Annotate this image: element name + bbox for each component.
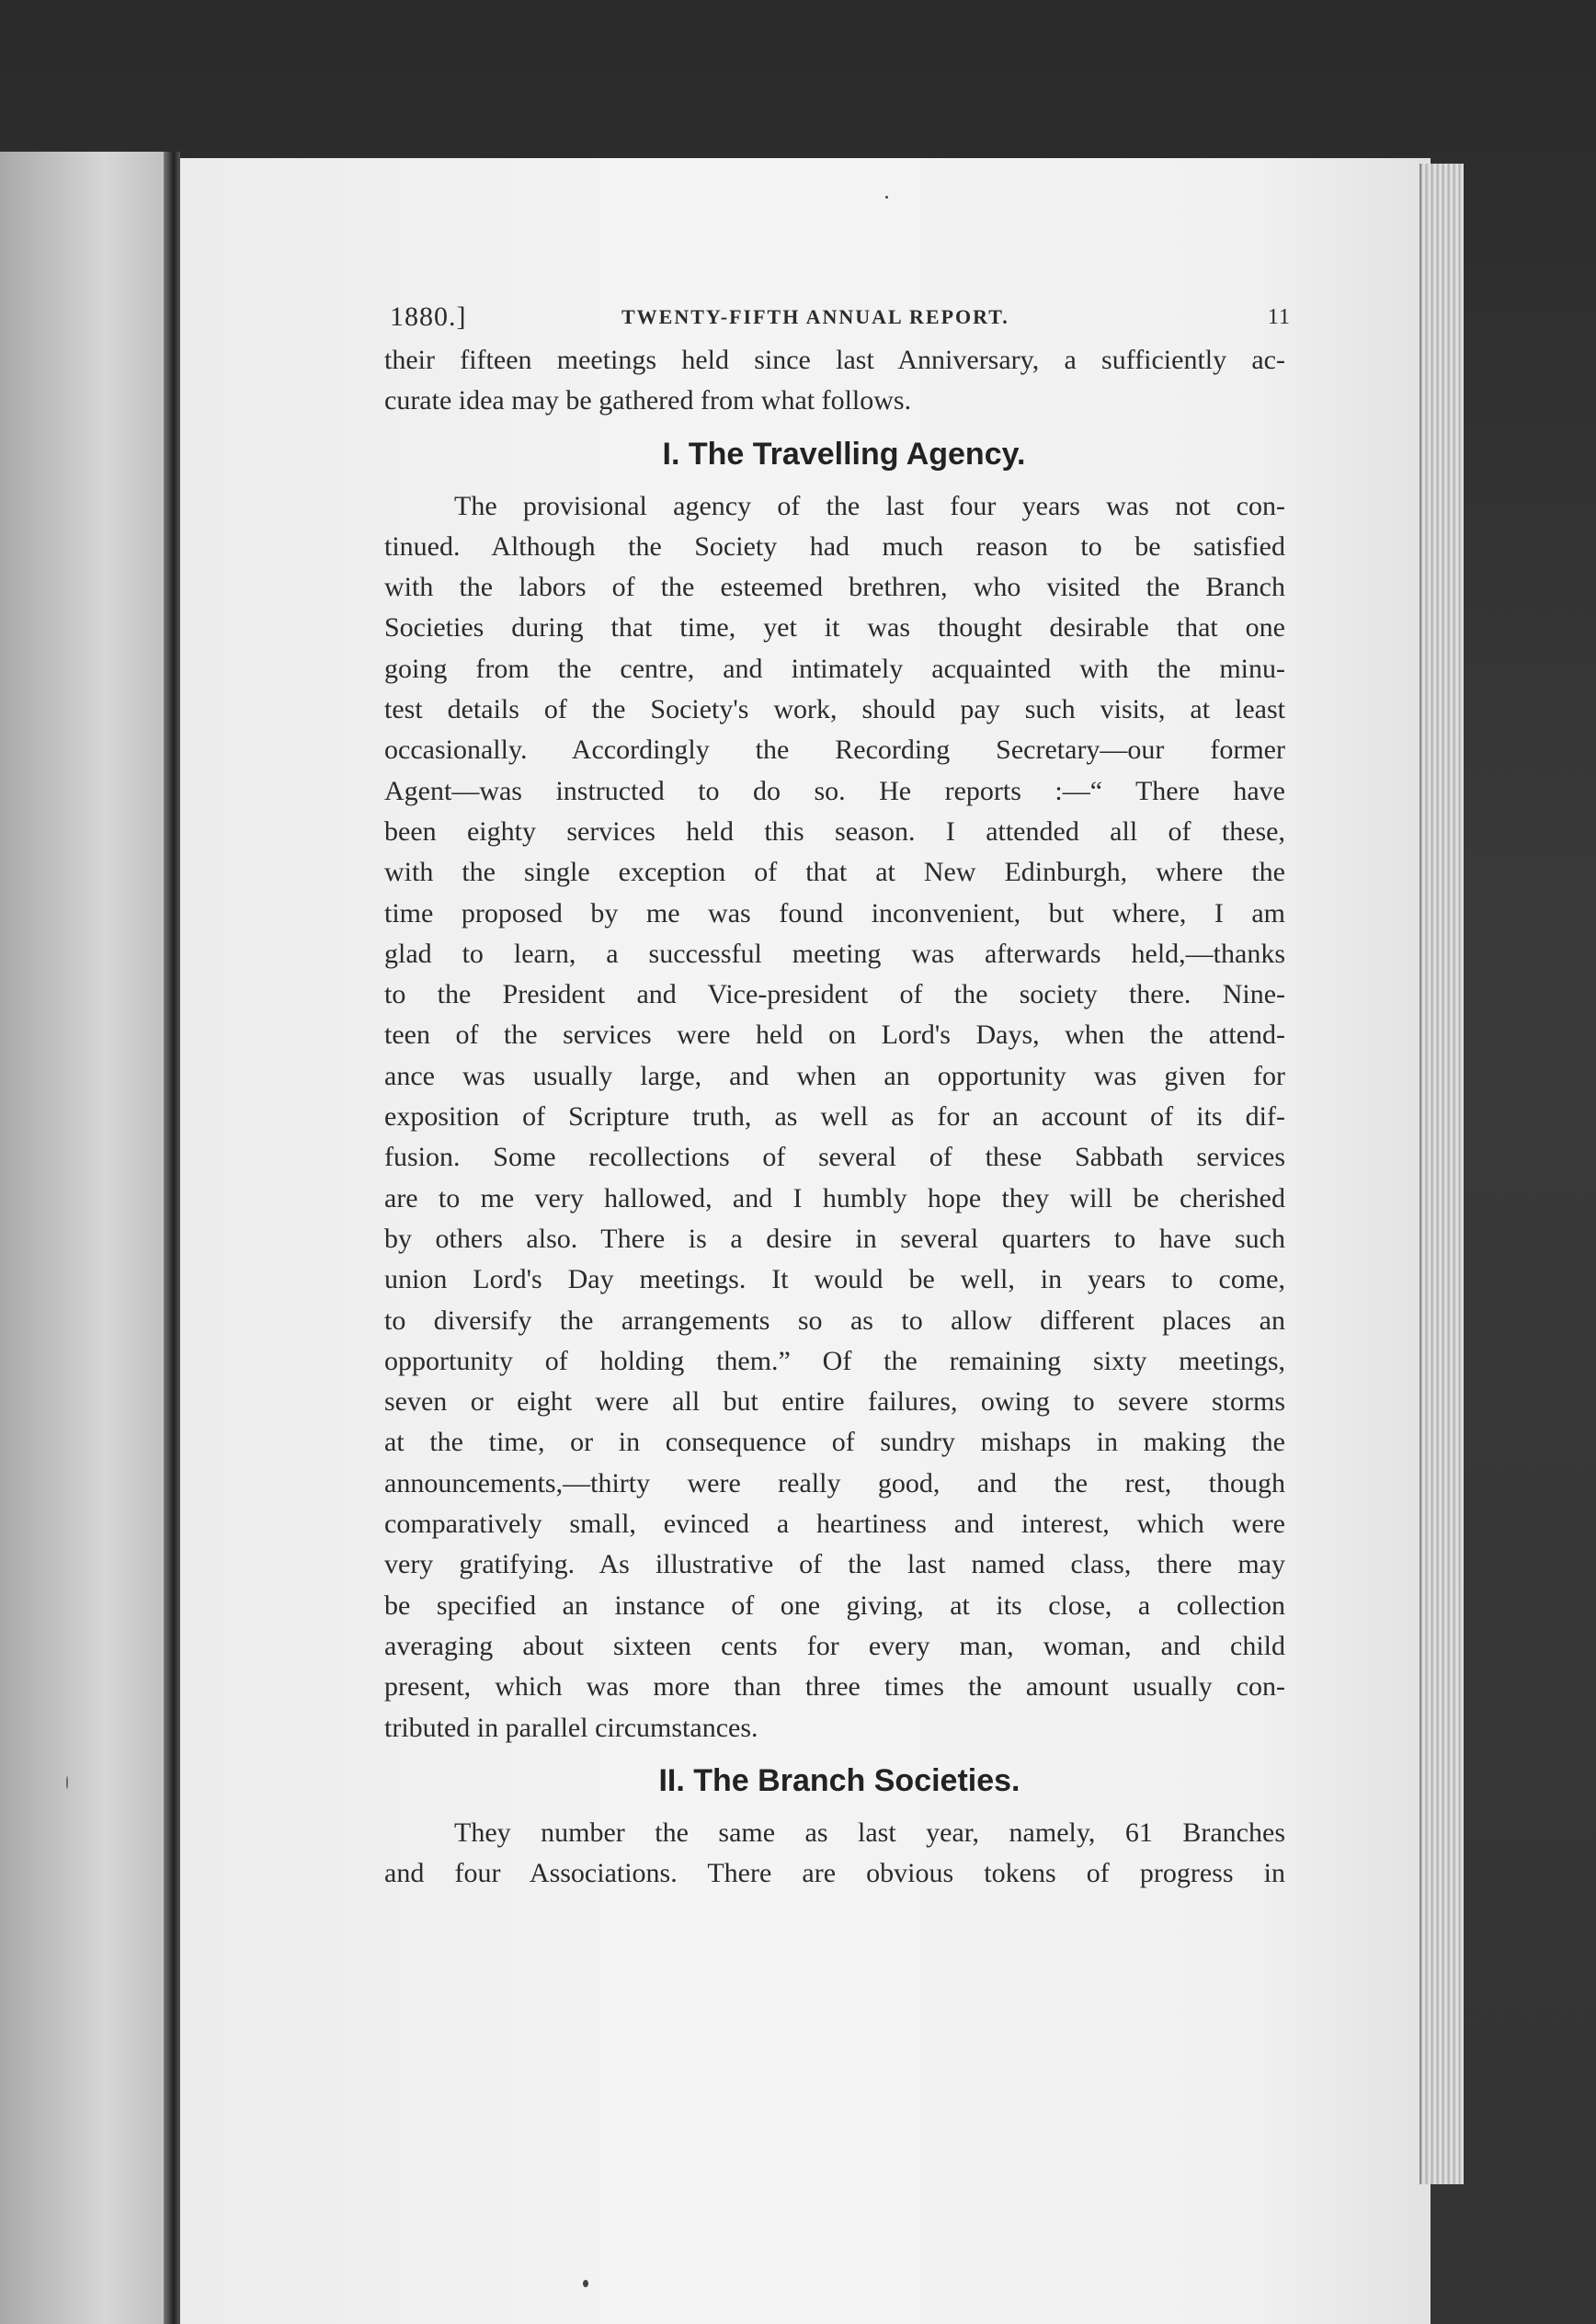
running-head bbox=[384, 292, 1291, 340]
section-travelling-agency-body bbox=[384, 486, 1285, 1749]
text-line: present, which was more than three times the amount usually con- bbox=[384, 1671, 1285, 1703]
header-title: TWENTY-FIFTH ANNUAL REPORT. bbox=[621, 305, 1009, 328]
text-line: comparatively small, evinced a heartiness and interest, which were bbox=[384, 1509, 1285, 1540]
text-line: are to me very hallowed, and I humbly hope they will be cherished bbox=[384, 1182, 1285, 1213]
text-line: and four Associations. There are obvious tokens of progress in bbox=[384, 1858, 1285, 1889]
text-line: glad to learn, a successful meeting was afterwards held,—thanks bbox=[384, 938, 1285, 969]
text-line: Societies during that time, yet it was thought desirable that one bbox=[384, 612, 1285, 644]
section-branch-societies-body bbox=[384, 1813, 1285, 1895]
text-line: opportunity of holding them.” Of the remaining sixty meetings, bbox=[384, 1345, 1285, 1376]
text-line: time proposed by me was found inconvenient, but where, I am bbox=[384, 897, 1285, 928]
section-heading-travelling-agency: I. The Travelling Agency. bbox=[662, 436, 1026, 472]
text-line: Agent—was instructed to do so. He reports :—“ There have bbox=[384, 775, 1285, 806]
text-line: been eighty services held this season. I attended all of these, bbox=[384, 815, 1285, 847]
text-line: be specified an instance of one giving, at its close, a collection bbox=[384, 1589, 1285, 1621]
text-line: with the labors of the esteemed brethren, who visited the Branch bbox=[384, 572, 1285, 603]
scan-speck bbox=[583, 2280, 588, 2287]
text-line: their fifteen meetings held since last Anniversary, a sufficiently ac- bbox=[384, 345, 1285, 375]
text-line: fusion. Some recollections of several of these Sabbath services bbox=[384, 1142, 1285, 1173]
text-line: seven or eight were all but entire failures, owing to severe storms bbox=[384, 1386, 1285, 1418]
page-text-block bbox=[384, 292, 1291, 1894]
text-line: test details of the Society's work, should pay such visits, at least bbox=[384, 694, 1285, 725]
scan-speck bbox=[885, 196, 888, 199]
section-heading-branch-societies: II. The Branch Societies. bbox=[658, 1762, 1020, 1798]
text-line: tributed in parallel circumstances. bbox=[384, 1712, 758, 1743]
page-number: 11 bbox=[1267, 305, 1291, 329]
text-line: going from the centre, and intimately acquainted with the minu- bbox=[384, 653, 1285, 684]
text-line: very gratifying. As illustrative of the last named class, there may bbox=[384, 1549, 1285, 1580]
scan-speck bbox=[66, 1776, 68, 1789]
text-line: with the single exception of that at New Edinburgh, where the bbox=[384, 857, 1285, 888]
text-line: announcements,—thirty were really good, and the rest, though bbox=[384, 1467, 1285, 1498]
text-line: occasionally. Accordingly the Recording Secretary—our former bbox=[384, 735, 1285, 766]
text-line: They number the same as last year, namely, 61 Branches bbox=[454, 1817, 1285, 1848]
text-line: to diversify the arrangements so as to allow different places an bbox=[384, 1304, 1285, 1336]
text-line: tinued. Although the Society had much reason to be satisfied bbox=[384, 530, 1285, 562]
header-year: 1880.] bbox=[390, 302, 467, 332]
text-line: union Lord's Day meetings. It would be well, in years to come, bbox=[384, 1264, 1285, 1295]
text-line: curate idea may be gathered from what follows. bbox=[384, 385, 912, 416]
book-gutter bbox=[164, 152, 180, 2324]
text-line: teen of the services were held on Lord's Days, when the attend- bbox=[384, 1020, 1285, 1051]
text-line: averaging about sixteen cents for every man, woman, and child bbox=[384, 1630, 1285, 1661]
previous-page-edge bbox=[0, 152, 175, 2324]
text-line: at the time, or in consequence of sundry mishaps in making the bbox=[384, 1427, 1285, 1458]
text-line: exposition of Scripture truth, as well as for an account of its dif- bbox=[384, 1101, 1285, 1133]
text-line: The provisional agency of the last four years was not con- bbox=[454, 490, 1285, 521]
page-stack-edges bbox=[1419, 164, 1464, 2184]
text-line: to the President and Vice-president of the society there. Nine- bbox=[384, 979, 1285, 1010]
text-line: ance was usually large, and when an opportunity was given for bbox=[384, 1060, 1285, 1091]
intro-paragraph bbox=[384, 340, 1285, 422]
text-line: by others also. There is a desire in several quarters to have such bbox=[384, 1223, 1285, 1254]
